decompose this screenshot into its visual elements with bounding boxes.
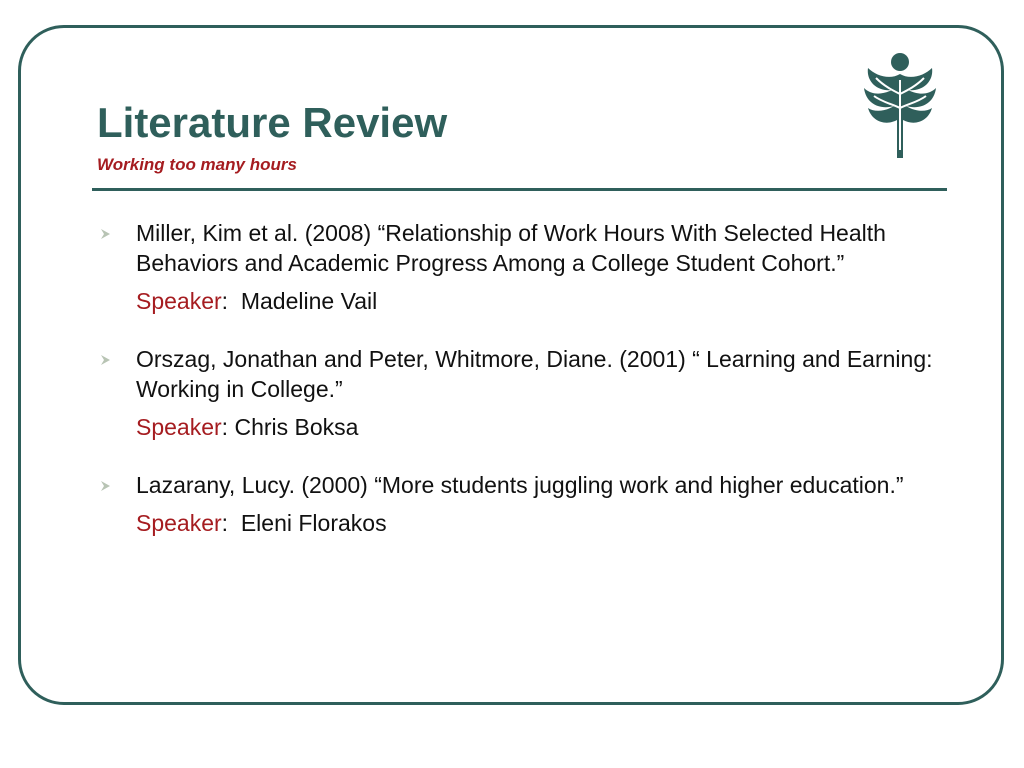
slide-title: Literature Review [97, 99, 448, 146]
leaf-figure-logo-icon [862, 50, 938, 162]
speaker-separator: : [221, 414, 235, 440]
speaker-name: Chris Boksa [234, 414, 359, 440]
list-item [100, 344, 940, 442]
reference-citation: Lazarany, Lucy. (2000) “More students juggling work and higher education.” [136, 472, 904, 498]
reference-citation: Orszag, Jonathan and Peter, Whitmore, Diane. (2001) “ Learning and Earning: Working in College.” [136, 346, 933, 402]
speaker-line [136, 412, 940, 442]
speaker-separator: : [221, 288, 241, 314]
list-item [100, 470, 940, 538]
reference-list [100, 218, 940, 566]
speaker-line [136, 508, 940, 538]
reference-citation: Miller, Kim et al. (2008) “Relationship of Work Hours With Selected Health Behaviors and Academic Progress Among a College Student Cohort.” [136, 220, 886, 276]
speaker-label: Speaker [136, 414, 222, 440]
speaker-label: Speaker [136, 288, 222, 314]
speaker-name: Madeline Vail [240, 288, 378, 314]
list-item [100, 218, 940, 316]
arrow-bullet-icon [100, 354, 111, 366]
arrow-bullet-icon [100, 228, 111, 240]
title-divider [92, 188, 947, 191]
speaker-name: Eleni Florakos [240, 510, 387, 536]
slide-subtitle: Working too many hours [97, 155, 297, 174]
arrow-bullet-icon [100, 480, 111, 492]
speaker-line [136, 286, 940, 316]
speaker-label: Speaker [136, 510, 222, 536]
speaker-separator: : [221, 510, 241, 536]
